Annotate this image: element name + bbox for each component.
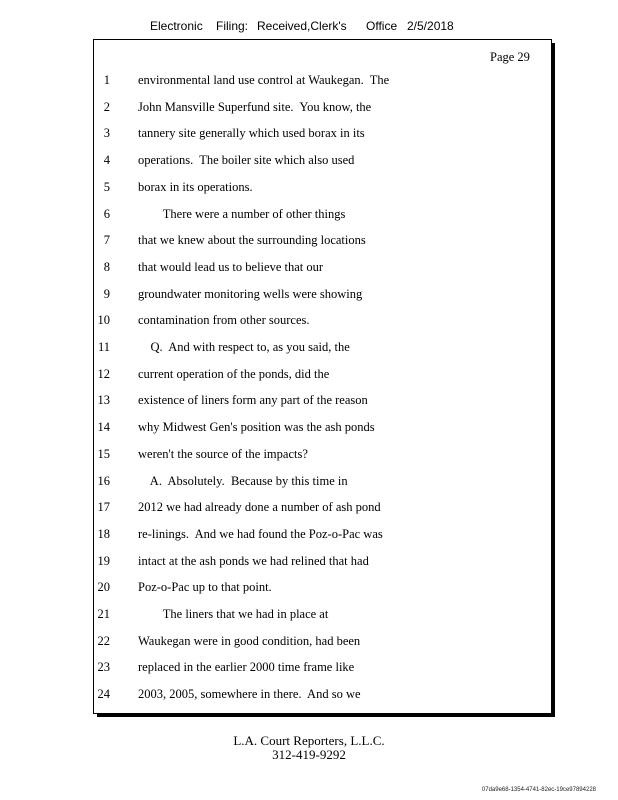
line-number: 4	[103, 153, 110, 168]
line-text: John Mansville Superfund site. You know, the	[138, 99, 372, 114]
transcript-line	[0, 233, 618, 253]
line-text: Q. And with respect to, as you said, the	[138, 340, 350, 354]
line-text: existence of liners form any part of the reason	[138, 393, 368, 408]
transcript-line	[0, 340, 618, 360]
line-number: 3	[103, 126, 110, 141]
page-number: Page 29	[490, 50, 530, 64]
transcript-line	[0, 73, 618, 93]
line-number: 1	[103, 73, 110, 87]
line-text: Poz-o-Pac up to that point.	[138, 580, 272, 595]
line-number: 18	[97, 526, 110, 541]
line-text: 2012 we had already done a number of ash pond	[138, 500, 381, 515]
court-reporter-name: L.A. Court Reporters, L.L.C.	[233, 733, 385, 748]
header-electronic: Electronic	[150, 19, 203, 33]
line-text: contamination from other sources.	[138, 313, 310, 328]
transcript-line	[0, 153, 618, 173]
header-office: Office	[366, 19, 398, 33]
line-text: weren't the source of the impacts?	[138, 446, 308, 461]
line-number: 21	[97, 607, 110, 621]
document-id: 07da9e68-1354-4741-82ec-19ce97894228	[481, 787, 596, 793]
header-filing: Filing:	[216, 19, 249, 33]
line-number: 5	[103, 179, 110, 194]
line-number: 22	[97, 633, 110, 648]
line-text: There were a number of other things	[138, 206, 346, 221]
transcript-line	[0, 100, 618, 120]
transcript-line	[0, 607, 618, 627]
line-number: 14	[97, 420, 110, 435]
court-reporter-phone: 312-419-9292	[272, 747, 346, 762]
transcript-line	[0, 393, 618, 413]
line-number: 2	[103, 99, 110, 114]
transcript-line	[0, 447, 618, 467]
line-number: 16	[97, 473, 110, 488]
transcript-line	[0, 367, 618, 387]
line-text: why Midwest Gen's position was the ash ponds	[138, 420, 375, 435]
line-text: 2003, 2005, somewhere in there. And so we	[138, 687, 361, 702]
line-number: 17	[97, 500, 110, 515]
line-text: A. Absolutely. Because by this time in	[138, 473, 348, 488]
line-number: 9	[103, 286, 110, 301]
line-number: 24	[97, 687, 110, 702]
transcript-line	[0, 687, 618, 707]
line-text: borax in its operations.	[138, 179, 253, 194]
line-text: groundwater monitoring wells were showing	[138, 286, 363, 301]
transcript-line	[0, 554, 618, 574]
transcript-line	[0, 527, 618, 547]
line-number: 20	[97, 580, 110, 595]
line-text: operations. The boiler site which also used	[138, 153, 355, 168]
line-text: replaced in the earlier 2000 time frame like	[138, 660, 355, 675]
line-number: 19	[97, 553, 110, 568]
transcript-line	[0, 634, 618, 654]
line-number: 23	[97, 660, 110, 675]
line-text: that we knew about the surrounding locations	[138, 233, 366, 248]
line-number: 13	[97, 393, 110, 408]
transcript-line	[0, 500, 618, 520]
transcript-line	[0, 660, 618, 680]
header-date: 2/5/2018	[407, 19, 454, 33]
line-number: 6	[103, 206, 110, 221]
line-number: 11	[97, 340, 110, 354]
transcript-line	[0, 207, 618, 227]
transcript-line	[0, 580, 618, 600]
filing-header	[0, 19, 618, 37]
transcript-line	[0, 313, 618, 333]
line-text: that would lead us to believe that our	[138, 259, 324, 274]
transcript-line	[0, 180, 618, 200]
line-text: intact at the ash ponds we had relined that had	[138, 553, 369, 568]
line-text: tannery site generally which used borax in its	[138, 126, 365, 141]
line-text: re-linings. And we had found the Poz-o-Pac was	[138, 526, 383, 541]
transcript-line	[0, 287, 618, 307]
line-text: current operation of the ponds, did the	[138, 366, 330, 381]
line-text: environmental land use control at Waukegan. The	[138, 73, 390, 87]
transcript-line	[0, 126, 618, 146]
line-number: 7	[103, 233, 110, 248]
line-text: Waukegan were in good condition, had been	[138, 633, 361, 648]
line-number: 10	[97, 313, 110, 328]
line-number: 12	[97, 366, 110, 381]
line-number: 8	[103, 259, 110, 274]
transcript-line	[0, 260, 618, 280]
transcript-line	[0, 420, 618, 440]
line-text: The liners that we had in place at	[138, 607, 329, 621]
transcript-line	[0, 474, 618, 494]
line-number: 15	[97, 446, 110, 461]
header-received: Received,Clerk's	[257, 19, 347, 33]
